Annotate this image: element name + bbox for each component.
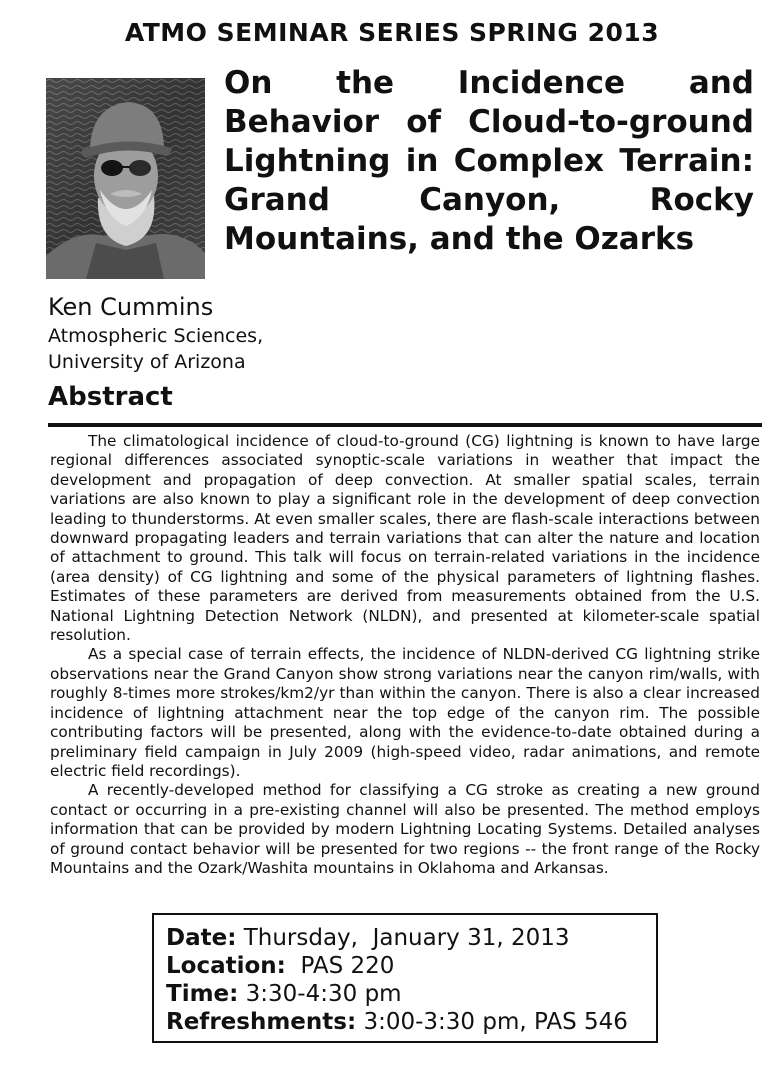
time-row — [166, 980, 656, 1008]
speaker-info — [48, 292, 348, 374]
refreshments-row — [166, 1008, 656, 1036]
location-row — [166, 952, 656, 980]
refreshments-label: Refreshments: — [166, 1009, 357, 1035]
speaker-department: Atmospheric Sciences, — [48, 325, 264, 347]
speaker-name: Ken Cummins — [48, 293, 214, 321]
speaker-photo — [46, 78, 205, 279]
abstract-paragraph: The climatological incidence of cloud-to-ground (CG) lightning is known to have large regional differences associated synoptic-scale variations in weather that impact the development and propagation of deep convection. At smaller spatial scales, terrain variations are also known to play a significant role in the development of deep convection leading to thunderstorms. At even smaller scales, there are flash-scale interactions between downward propagating leaders and terrain variations that can alter the nature and location of attachment to ground. This talk will focus on terrain-related variations in the incidence (area density) of CG lightning and some of the physical parameters of lightning flashes. Estimates of these parameters are derived from measurements obtained from the U.S. National Lightning Detection Network (NLDN), and presented at kilometer-scale spatial resolution. — [50, 432, 760, 645]
abstract-paragraph: As a special case of terrain effects, the incidence of NLDN-derived CG lightning strike observations near the Grand Canyon show strong variations near the canyon rim/walls, with roughly 8-times more strokes/km2/yr than within the canyon. There is also a clear increased incidence of lightning attachment near the top edge of the canyon rim. The possible contributing factors will be presented, along with the evidence-to-date obtained during a preliminary field campaign in July 2009 (high-speed video, radar animations, and remote electric field recordings). — [50, 645, 760, 780]
abstract-paragraph: A recently-developed method for classifying a CG stroke as creating a new ground contact or occurring in a pre-existing channel will also be presented. The method employs information that can be provided by modern Lightning Locating Systems. Detailed analyses of ground contact behavior will be presented for two regions -- the front range of the Rocky Mountains and the Ozark/Washita mountains in Oklahoma and Arkansas. — [50, 781, 760, 877]
abstract-heading: Abstract — [48, 382, 173, 412]
time-label: Time: — [166, 981, 239, 1007]
talk-title: On the Incidence and Behavior of Cloud-to-ground Lightning in Complex Terrain: Grand Canyon, Rocky Mountains, and the Ozarks — [224, 65, 754, 257]
date-label: Date: — [166, 925, 237, 951]
time-value: 3:30-4:30 pm — [238, 981, 402, 1007]
refreshments-value: 3:00-3:30 pm, PAS 546 — [356, 1009, 628, 1035]
date-value: Thursday, January 31, 2013 — [236, 925, 570, 951]
location-value: PAS 220 — [285, 953, 395, 979]
speaker-university: University of Arizona — [48, 351, 246, 373]
event-details-box — [152, 913, 658, 1043]
date-row — [166, 924, 656, 952]
location-label: Location: — [166, 953, 286, 979]
speaker-portrait-icon — [46, 78, 205, 279]
abstract-body — [50, 432, 760, 878]
section-divider — [48, 423, 762, 427]
seminar-series-header: ATMO SEMINAR SERIES SPRING 2013 — [124, 18, 660, 47]
